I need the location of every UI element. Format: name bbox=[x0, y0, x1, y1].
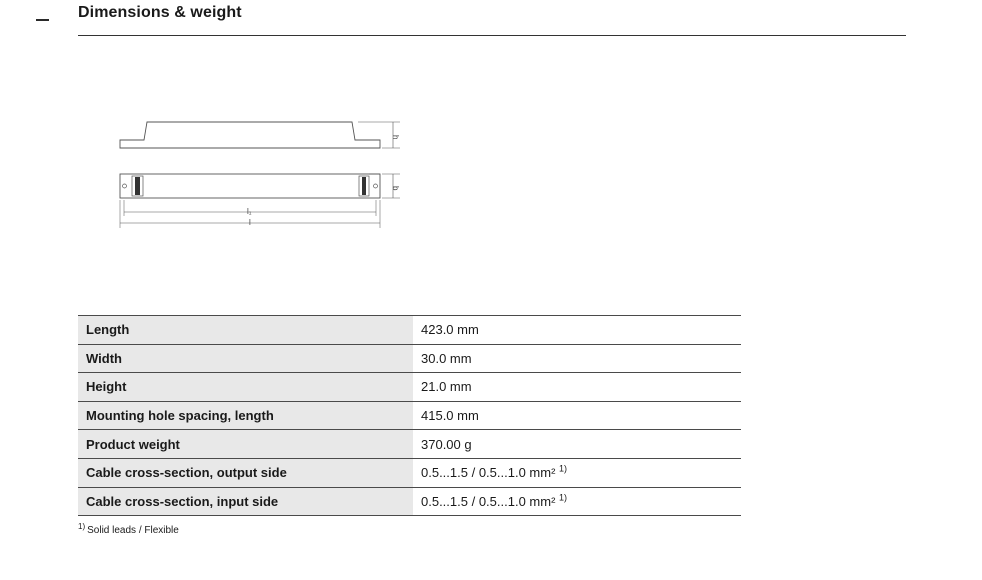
spec-value: 0.5...1.5 / 0.5...1.0 mm² bbox=[421, 465, 556, 481]
spec-value: 0.5...1.5 / 0.5...1.0 mm² bbox=[421, 493, 556, 509]
spec-value-cell bbox=[413, 373, 741, 402]
spec-row bbox=[78, 487, 741, 516]
spec-value-cell bbox=[413, 316, 741, 345]
spec-label: Height bbox=[78, 373, 413, 402]
title-divider bbox=[78, 35, 906, 36]
spec-row bbox=[78, 401, 741, 430]
spec-row bbox=[78, 430, 741, 459]
spec-value-cell bbox=[413, 487, 741, 516]
spec-label: Length bbox=[78, 316, 413, 345]
collapse-toggle[interactable] bbox=[36, 19, 49, 21]
spec-row bbox=[78, 458, 741, 487]
specs-table bbox=[78, 315, 741, 516]
dimension-drawing bbox=[110, 112, 410, 232]
spec-note-mark: 1) bbox=[559, 463, 568, 474]
spec-value: 415.0 mm bbox=[421, 408, 479, 424]
side-view-outline bbox=[120, 122, 380, 148]
spec-label: Cable cross-section, output side bbox=[78, 458, 413, 487]
spec-label: Cable cross-section, input side bbox=[78, 487, 413, 516]
spec-value-cell bbox=[413, 430, 741, 459]
section-title: Dimensions & weight bbox=[78, 4, 242, 21]
label-height: h bbox=[391, 135, 400, 140]
spec-row bbox=[78, 316, 741, 345]
footnote-text: Solid leads / Flexible bbox=[87, 525, 179, 536]
spec-note-mark: 1) bbox=[559, 492, 568, 503]
spec-label: Width bbox=[78, 344, 413, 373]
label-width: b bbox=[391, 186, 400, 191]
spec-label: Mounting hole spacing, length bbox=[78, 401, 413, 430]
spec-value-cell bbox=[413, 344, 741, 373]
spec-row bbox=[78, 344, 741, 373]
label-length: l bbox=[249, 218, 251, 227]
footnote-mark: 1) bbox=[78, 521, 86, 531]
top-view-outline bbox=[120, 174, 380, 198]
spec-value-cell bbox=[413, 458, 741, 487]
spec-value: 21.0 mm bbox=[421, 379, 472, 395]
spec-value: 30.0 mm bbox=[421, 350, 472, 366]
spec-value: 370.00 g bbox=[421, 436, 472, 452]
spec-value-cell bbox=[413, 401, 741, 430]
spec-label: Product weight bbox=[78, 430, 413, 459]
spec-value: 423.0 mm bbox=[421, 322, 479, 338]
footnote bbox=[78, 521, 179, 536]
label-hole-spacing: l₁ bbox=[247, 207, 252, 216]
spec-row bbox=[78, 373, 741, 402]
